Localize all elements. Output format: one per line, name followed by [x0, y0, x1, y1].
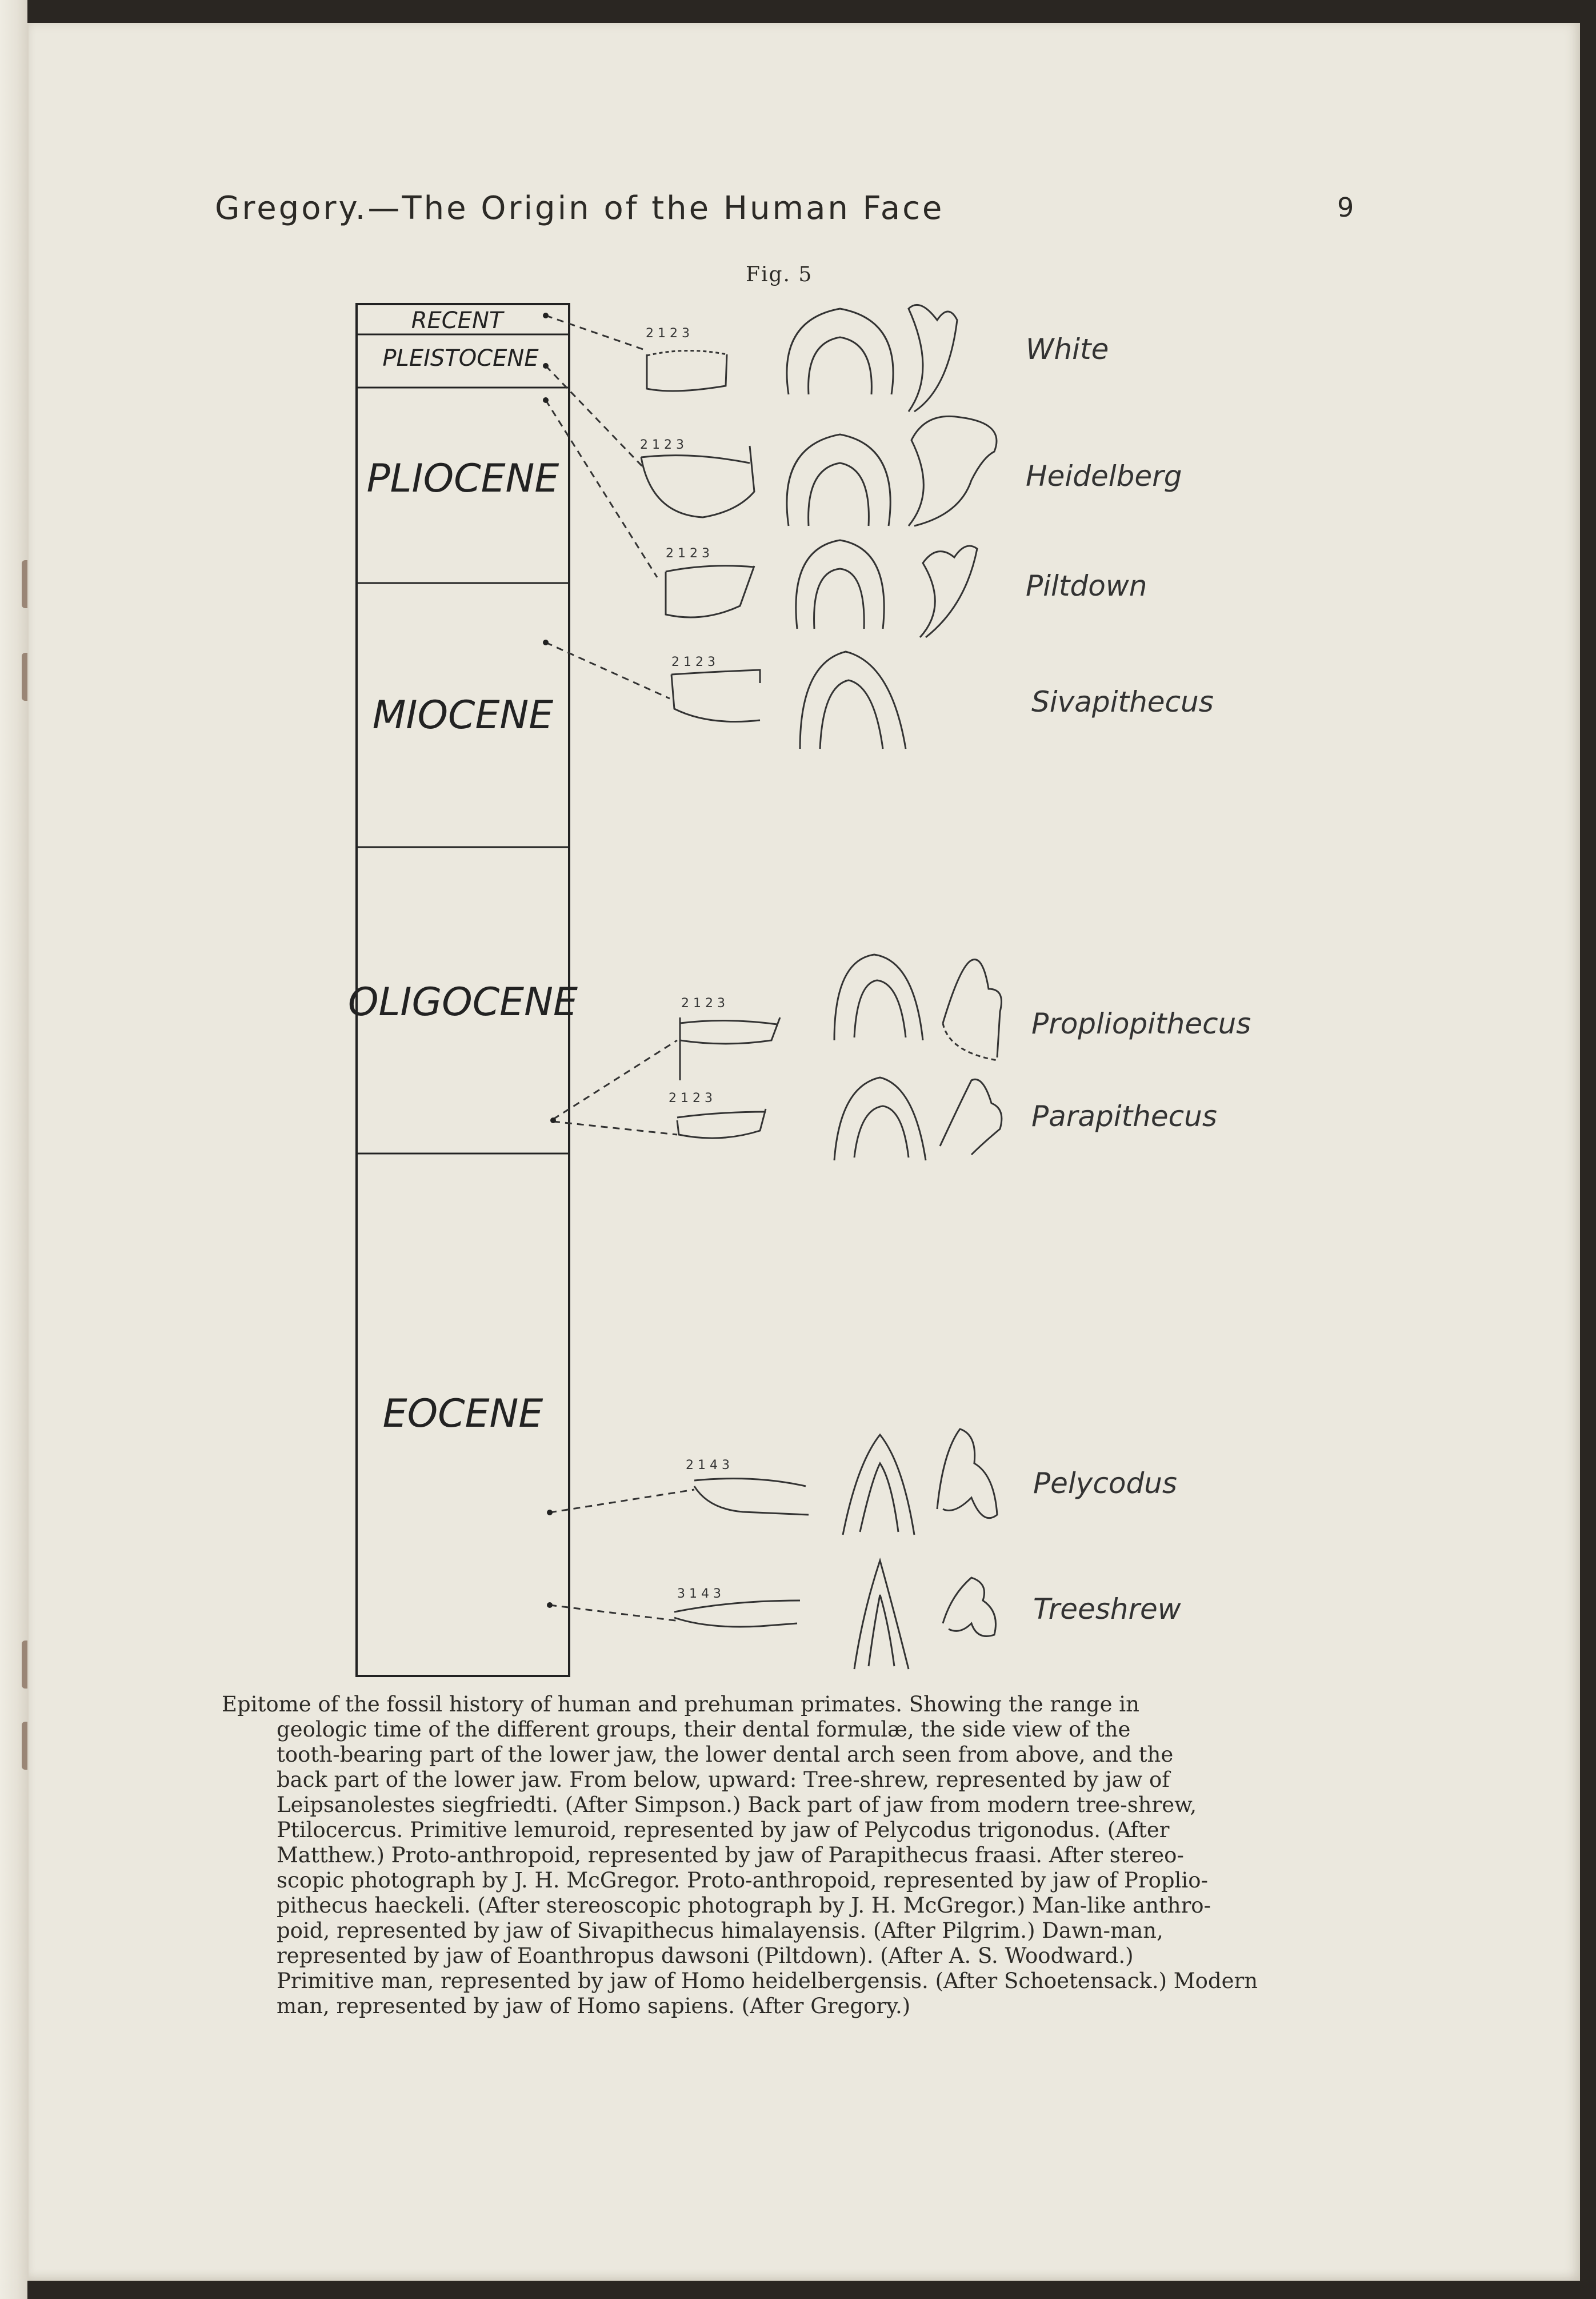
caption-line: Epitome of the fossil history of human and prehuman primates. Showing the range in	[222, 1692, 1139, 1717]
caption-line: Matthew.) Proto-anthropoid, represented by jaw of Parapithecus fraasi. After stereo-	[277, 1843, 1184, 1867]
epoch-recent: RECENT	[411, 308, 503, 334]
dental-arch-icon	[800, 652, 906, 749]
caption-line: poid, represented by jaw of Sivapithecus himalayensis. (After Pilgrim.) Dawn-man,	[277, 1918, 1163, 1943]
taxon-heidelberg: Heidelberg	[1026, 460, 1182, 493]
epoch-miocene: MIOCENE	[372, 693, 554, 738]
jaw-back-icon	[920, 546, 977, 637]
taxon-pelycodus: Pelycodus	[1033, 1467, 1177, 1500]
specimen-parapithecus	[677, 1077, 1002, 1160]
dental-arch-icon	[787, 434, 890, 526]
caption-line: man, represented by jaw of Homo sapiens. (After Gregory.)	[277, 1994, 911, 2018]
specimen-heidelberg	[641, 416, 997, 526]
specimen-propliopithecus	[680, 955, 1002, 1080]
taxon-parapithecus: Parapithecus	[1031, 1100, 1217, 1133]
jaw-side-view-icon	[694, 1486, 809, 1515]
caption-line: geologic time of the different groups, their dental formulæ, the side view of the	[277, 1717, 1131, 1742]
jaw-back-icon	[909, 416, 997, 526]
dental-arch-icon	[843, 1435, 914, 1535]
dental-arch-icon	[796, 540, 884, 629]
geologic-column	[348, 304, 578, 1676]
dental-formula-treeshrew: 3 1 4 3	[677, 1587, 721, 1601]
page-number: 9	[1337, 192, 1354, 223]
caption-line: tooth-bearing part of the lower jaw, the lower dental arch seen from above, and the	[277, 1742, 1174, 1767]
taxon-piltdown: Piltdown	[1026, 569, 1147, 602]
dental-formula-pelycodus: 2 1 4 3	[686, 1458, 730, 1472]
taxon-treeshrew: Treeshrew	[1033, 1592, 1181, 1626]
taxon-white: White	[1026, 333, 1109, 366]
jaw-back-icon	[943, 1578, 996, 1637]
dental-formula-propliopithecus: 2 1 2 3	[681, 996, 725, 1011]
epoch-pliocene: PLIOCENE	[366, 456, 559, 501]
taxon-sivapithecus: Sivapithecus	[1031, 685, 1214, 719]
jaw-side-view-icon	[647, 354, 727, 391]
dental-formula-parapithecus: 2 1 2 3	[669, 1091, 713, 1105]
specimen-piltdown	[666, 540, 977, 637]
epoch-pleistocene: PLEISTOCENE	[382, 345, 539, 372]
dental-arch-icon	[854, 1560, 909, 1669]
dental-formula-white: 2 1 2 3	[646, 326, 690, 341]
caption-line: Leipsanolestes siegfriedti. (After Simpson.) Back part of jaw from modern tree-shrew,	[277, 1793, 1197, 1817]
jaw-side-view-icon	[674, 1618, 797, 1627]
running-header-title: Gregory.—The Origin of the Human Face	[215, 190, 945, 227]
caption-line: pithecus haeckeli. (After stereoscopic photograph by J. H. McGregor.) Man-like anthro-	[277, 1893, 1211, 1918]
dental-arch-icon	[834, 955, 923, 1040]
caption-line: scopic photograph by J. H. McGregor. Proto-anthropoid, represented by jaw of Proplio-	[277, 1868, 1208, 1893]
figure-caption	[222, 1692, 1359, 2019]
jaw-back-icon	[937, 1429, 997, 1518]
dental-formula-piltdown: 2 1 2 3	[666, 546, 710, 561]
figure-label: Fig. 5	[746, 263, 813, 286]
caption-line: Primitive man, represented by jaw of Homo heidelbergensis. (After Schoetensack.) Modern	[277, 1969, 1258, 1993]
jaw-back-icon	[909, 305, 957, 412]
epoch-oligocene: OLIGOCENE	[348, 980, 578, 1025]
dental-arch-icon	[834, 1077, 926, 1160]
dental-arch-icon	[787, 309, 893, 394]
caption-line: Ptilocercus. Primitive lemuroid, represented by jaw of Pelycodus trigonodus. (After	[277, 1818, 1170, 1842]
specimen-white	[647, 305, 957, 412]
caption-line: back part of the lower jaw. From below, upward: Tree-shrew, represented by jaw of	[277, 1767, 1170, 1792]
epoch-eocene: EOCENE	[382, 1391, 543, 1436]
taxon-propliopithecus: Propliopithecus	[1031, 1007, 1251, 1040]
specimen-pelycodus	[694, 1429, 997, 1535]
dental-formula-sivapithecus: 2 1 2 3	[671, 655, 715, 669]
jaw-side-view-icon	[671, 674, 760, 722]
jaw-side-view-icon	[666, 566, 754, 617]
jaw-back-icon	[940, 1079, 1002, 1155]
dental-formula-heidelberg: 2 1 2 3	[640, 438, 684, 452]
jaw-back-icon	[943, 960, 1002, 1057]
caption-line: represented by jaw of Eoanthropus dawsoni (Piltdown). (After A. S. Woodward.)	[277, 1943, 1134, 1968]
jaw-side-view-icon	[680, 1017, 780, 1080]
specimen-treeshrew	[674, 1560, 996, 1669]
